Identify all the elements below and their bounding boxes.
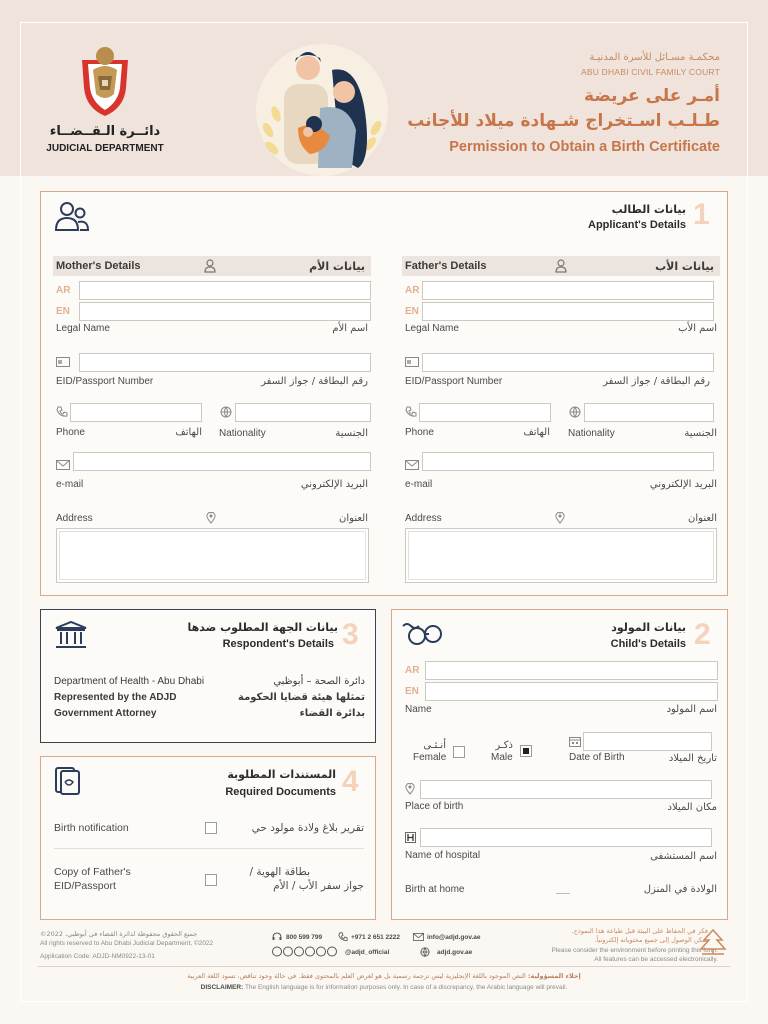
env-note-ar-2: يمكن الوصول إلى جميع محتوياته إلكترونياً.: [594, 936, 708, 944]
section-number-4: 4: [342, 765, 359, 798]
respondent-line-1-ar: دائرة الصحة – أبوظبي: [273, 676, 365, 687]
mother-name-label-ar: اسم الأم: [332, 323, 368, 334]
father-email-label-ar: البريد الإلكتروني: [649, 479, 717, 490]
place-of-birth-label: Place of birth: [405, 801, 464, 812]
footer-social-handle[interactable]: @adjd_official: [345, 949, 390, 956]
father-details-title-ar: بيانات الأب: [655, 260, 714, 273]
footer-website[interactable]: adjd.gov.ae: [437, 949, 473, 956]
phone-icon: [56, 406, 68, 418]
tree-icon: [698, 928, 728, 956]
divider: [54, 848, 364, 849]
tag-ar: AR: [56, 285, 71, 296]
father-phone-input[interactable]: [419, 403, 551, 422]
document-icon: [54, 766, 82, 796]
tag-en: EN: [405, 306, 419, 317]
hospital-name-label-ar: اسم المستشفى: [650, 851, 717, 862]
phone-icon: [405, 406, 417, 418]
mother-nationality-input[interactable]: [235, 403, 371, 422]
mail-icon: [405, 460, 419, 470]
mother-phone-input[interactable]: [70, 403, 202, 422]
section-number-2: 2: [694, 618, 711, 651]
social-icons: [272, 946, 342, 957]
phone-icon: [338, 932, 348, 942]
female-label: Female: [413, 752, 447, 763]
env-note-en-1: Please consider the environment before printing this form.: [551, 947, 718, 954]
child-name-label: Name: [405, 704, 432, 715]
doc-father-id-label-ar-1: بطاقة الهوية /: [249, 866, 310, 878]
copyright-en: All rights reserved to Abu Dhabi Judicial Department, ©2022: [40, 940, 214, 947]
father-legal-name-label: Legal Name: [405, 323, 459, 334]
footer-phone: 800 599 799: [286, 934, 323, 941]
court-building-icon: [54, 620, 88, 650]
id-card-icon: [56, 357, 70, 367]
tag-ar: AR: [405, 285, 420, 296]
mother-email-input[interactable]: [73, 452, 371, 471]
child-name-label-ar: اسم المولود: [666, 704, 717, 715]
section-number-3: 3: [342, 618, 359, 651]
logo-arabic-text: دائــرة الـقــضــاء: [49, 124, 161, 139]
father-name-en-input[interactable]: [422, 302, 714, 321]
globe-icon: [569, 406, 581, 418]
mother-eid-label: EID/Passport Number: [56, 376, 154, 387]
father-address-label: Address: [405, 513, 442, 524]
mother-phone-label: Phone: [56, 427, 85, 438]
doc-father-id-label-1: Copy of Father's: [54, 866, 131, 878]
person-icon: [554, 259, 568, 273]
father-phone-label-ar: الهاتف: [523, 427, 550, 438]
mother-legal-name-label: Legal Name: [56, 323, 110, 334]
birth-at-home-label: Birth at home: [405, 884, 465, 895]
mother-email-label-ar: البريد الإلكتروني: [300, 479, 368, 490]
application-code: Application Code: ADJD-NM0922-13-01: [40, 953, 155, 960]
place-of-birth-label-ar: مكان الميلاد: [667, 802, 717, 813]
mother-address-label-ar: العنوان: [339, 513, 368, 524]
headset-icon: [272, 932, 282, 942]
id-card-icon: [405, 357, 419, 367]
footer-intl-phone: +971 2 651 2222: [351, 934, 400, 941]
mother-phone-label-ar: الهاتف: [175, 427, 202, 438]
form-title-ar-1: أمـر على عريضة: [584, 86, 720, 106]
people-icon: [54, 200, 90, 232]
mail-icon: [56, 460, 70, 470]
hospital-icon: [405, 832, 416, 843]
mother-eid-label-ar: رقم البطاقة / جواز السفر: [261, 376, 368, 387]
child-dob-input[interactable]: [583, 732, 712, 751]
disclaimer-en-text: The English language is for information purposes only. In case of a discrepancy, the Arabic language will prevail.: [244, 984, 568, 991]
form-title-en: Permission to Obtain a Birth Certificate: [449, 139, 720, 155]
child-section: [391, 609, 728, 920]
mother-details-header: [53, 256, 371, 276]
respondent-line-3-en: Government Attorney: [54, 708, 157, 719]
copyright-ar: جميع الحقوق محفوظة لدائرة القضاء في أبوظبي، 2022©: [40, 930, 198, 938]
tag-en: EN: [56, 306, 70, 317]
tag-ar: AR: [405, 665, 420, 676]
applicant-title-ar: بيانات الطالب: [611, 203, 686, 216]
male-label: Male: [491, 752, 513, 763]
documents-title-en: Required Documents: [225, 786, 336, 798]
male-checkbox[interactable]: [520, 745, 532, 757]
child-name-ar-input[interactable]: [425, 661, 718, 680]
male-label-ar: ذكـر: [495, 740, 513, 751]
logo-english-text: JUDICIAL DEPARTMENT: [46, 143, 164, 154]
respondent-title-ar: بيانات الجهة المطلوب ضدها: [187, 621, 338, 634]
web-icon: [420, 947, 430, 957]
disclaimer-en-label: DISCLAIMER:: [200, 984, 244, 991]
applicant-title-en: Applicant's Details: [588, 219, 686, 231]
father-nationality-label-ar: الجنسية: [684, 428, 717, 439]
court-name-en: ABU DHABI CIVIL FAMILY COURT: [581, 67, 720, 77]
mother-name-ar-input[interactable]: [79, 281, 371, 300]
doc-birth-notification-label: Birth notification: [54, 822, 129, 834]
env-note-ar-1: فكر في الحفاظ على البيئة قبل طباعة هذا النموذج.: [571, 927, 708, 935]
mother-name-en-input[interactable]: [79, 302, 371, 321]
father-phone-label: Phone: [405, 427, 434, 438]
child-name-en-input[interactable]: [425, 682, 718, 701]
mother-address-input[interactable]: [56, 528, 369, 583]
env-note-en-2: All features can be accessed electronically.: [594, 956, 718, 963]
female-label-ar: أنـثـى: [423, 740, 446, 751]
disclaimer-ar-label: إخلاء المسؤولية:: [527, 972, 581, 980]
mother-email-label: e-mail: [56, 479, 84, 490]
father-name-label-ar: اسم الأب: [678, 323, 717, 334]
mother-nationality-label-ar: الجنسية: [335, 428, 368, 439]
hospital-name-input[interactable]: [420, 828, 712, 847]
father-eid-input[interactable]: [422, 353, 714, 372]
father-eid-label: EID/Passport Number: [405, 376, 503, 387]
birth-at-home-label-ar: الولادة في المنزل: [643, 884, 717, 895]
father-nationality-input[interactable]: [584, 403, 714, 422]
footer-email[interactable]: info@adjd.gov.ae: [427, 934, 481, 941]
child-dob-label-ar: تاريخ الميلاد: [668, 753, 717, 764]
calendar-icon: [569, 736, 581, 747]
disclaimer-en: [38, 984, 730, 991]
doc-birth-notification-checkbox[interactable]: [205, 822, 217, 834]
father-nationality-label: Nationality: [568, 428, 615, 439]
father-email-input[interactable]: [422, 452, 714, 471]
birth-at-home-checkbox[interactable]: [556, 884, 570, 894]
father-email-label: e-mail: [405, 479, 433, 490]
disclaimer-ar: [38, 972, 730, 980]
father-details-header: [402, 256, 720, 276]
mother-details-title-en: Mother's Details: [56, 260, 141, 272]
father-name-ar-input[interactable]: [422, 281, 714, 300]
respondent-line-3-ar: بدائرة القضاء: [299, 708, 365, 719]
doc-father-id-checkbox[interactable]: [205, 874, 217, 886]
mother-nationality-label: Nationality: [219, 428, 266, 439]
tag-en: EN: [405, 686, 419, 697]
documents-title-ar: المستندات المطلوبة: [227, 768, 336, 781]
doc-father-id-label-2: EID/Passport: [54, 880, 116, 892]
hospital-name-label: Name of hospital: [405, 850, 481, 861]
disclaimer-ar-text: النص الموجود باللغة الإنجليزية ليس ترجمة رسمية بل هو لغرض العلم بالمحتوى فقط. في حالة وجود تناقض، تسود اللغة العربية: [187, 972, 526, 980]
location-pin-icon: [206, 512, 216, 524]
court-name-ar: محكمـة مسـائل للأسرة المدنيـة: [589, 52, 720, 63]
father-details-title-en: Father's Details: [405, 260, 487, 272]
section-number-1: 1: [693, 198, 710, 231]
female-checkbox[interactable]: [453, 746, 465, 758]
respondent-line-2-en: Represented by the ADJD: [54, 692, 177, 703]
person-icon: [203, 259, 217, 273]
place-of-birth-input[interactable]: [420, 780, 712, 799]
footer-divider: [38, 966, 730, 967]
child-dob-label: Date of Birth: [569, 752, 625, 763]
doc-birth-notification-label-ar: تقرير بلاغ ولادة مولود حي: [251, 822, 364, 834]
mother-details-title-ar: بيانات الأم: [309, 260, 365, 273]
family-illustration: [248, 40, 398, 180]
father-eid-label-ar: رقم البطاقة / جواز السفر: [603, 376, 710, 387]
emblem-logo: [76, 44, 134, 118]
location-pin-icon: [405, 783, 415, 795]
respondent-title-en: Respondent's Details: [222, 638, 334, 650]
location-pin-icon: [555, 512, 565, 524]
respondent-line-2-ar: تمثلها هيئة قضايا الحكومة: [238, 692, 365, 703]
child-title-ar: بيانات المولود: [611, 621, 686, 634]
father-address-label-ar: العنوان: [688, 513, 717, 524]
respondent-line-1-en: Department of Health - Abu Dhabi: [54, 676, 205, 687]
doc-father-id-label-ar-2: جواز سفر الأب / الأم: [273, 880, 364, 892]
mother-eid-input[interactable]: [79, 353, 371, 372]
father-address-input[interactable]: [405, 528, 717, 583]
globe-icon: [220, 406, 232, 418]
baby-rattle-icon: [401, 620, 443, 648]
mail-icon: [413, 933, 424, 941]
child-title-en: Child's Details: [610, 638, 686, 650]
mother-address-label: Address: [56, 513, 93, 524]
form-title-ar-2: طـلـب اسـتخراج شـهادة ميلاد للأجانب: [407, 111, 720, 131]
